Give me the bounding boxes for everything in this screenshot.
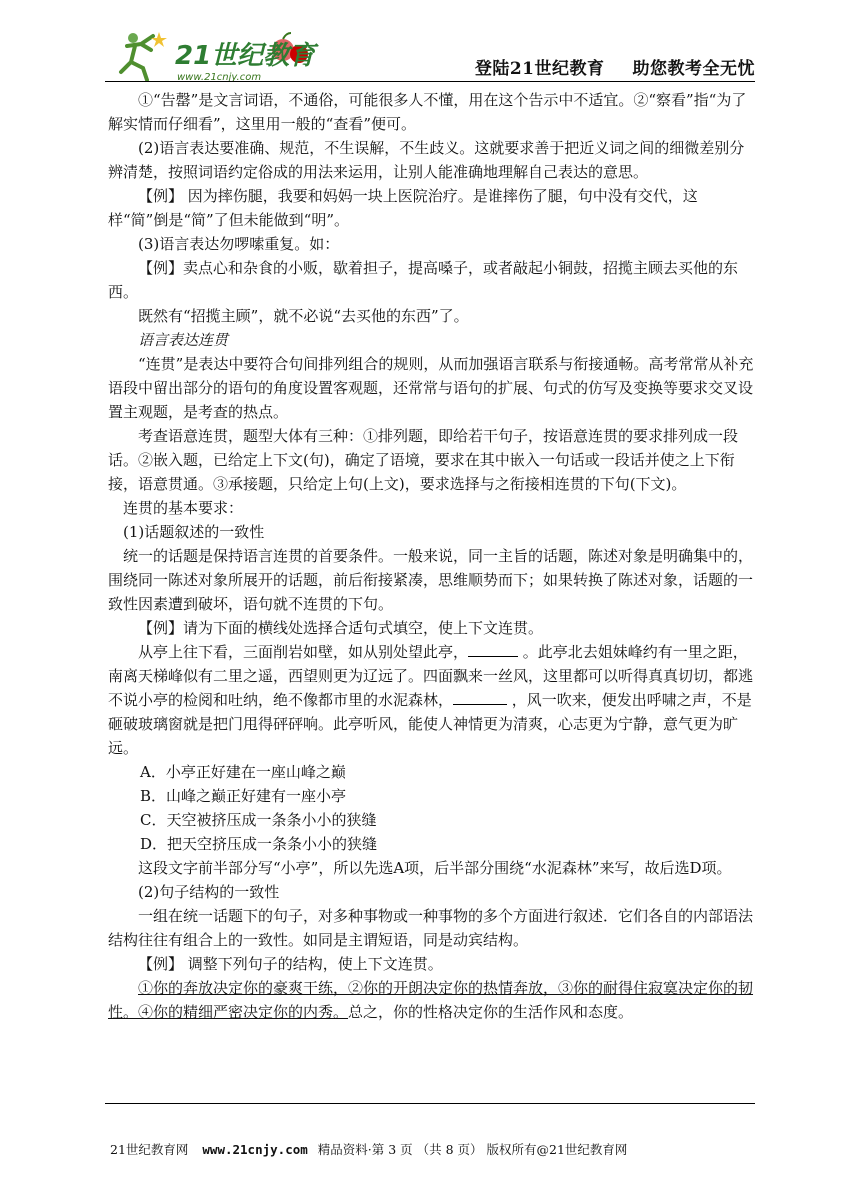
paragraph: 统一的话题是保持语言连贯的首要条件。一般来说，同一主旨的话题，陈述对象是明确集中的，围绕同一陈述对象所展开的话题，前后衔接紧凑，思维顺势而下；如果转换了陈述对象，话题的一致性因素遭到破坏，语句就不连贯的下句。 [108, 547, 754, 613]
slogan-right: 助您教考全无忧 [632, 59, 755, 79]
footer-divider [105, 1103, 755, 1104]
page-footer [110, 1140, 627, 1158]
paragraph: 这段文字前半部分写“小亭”，所以先选A项，后半部分围绕“水泥森林”来写，故后选D项。 [138, 859, 732, 877]
fill-blank [468, 642, 518, 657]
header-slogan [447, 54, 755, 79]
example-paragraph: 【例】请为下面的横线处选择合适句式填空，使上下文连贯。 [138, 619, 544, 637]
paragraph: 考查语意连贯，题型大体有三种：①排列题，即给若干句子，按语意连贯的要求排列成一段话。②嵌入题，已给定上下文(句)，确定了语境，要求在其中嵌入一句话或一段话并使之上下衔接，语意贯通。③承接题，只给定上句(上文)，要求选择与之衔接相连贯的下句(下文)。 [108, 427, 739, 493]
option-b: B．山峰之巅正好建有一座小亭 [140, 787, 347, 805]
paragraph: 一组在统一话题下的句子，对多种事物或一种事物的多个方面进行叙述．它们各自的内部语法结构往往有组合上的一致性。如同是主谓短语，同是动宾结构。 [108, 907, 754, 949]
passage-text: 总之，你的性格决定你的生活作风和态度。 [348, 1003, 634, 1021]
example-paragraph: 【例】 调整下列句子的结构，使上下文连贯。 [138, 955, 443, 973]
option-d: D．把天空挤压成一条条小小的狭缝 [140, 835, 378, 853]
footer-site-link[interactable]: www.21cnjy.com [202, 1142, 308, 1157]
paragraph: ①“告罄”是文言词语，不通俗，可能很多人不懂，用在这个告示中不适宜。②“察看”指“为了解实情而仔细看”，这里用一般的“查看”便可。 [108, 91, 747, 133]
example-paragraph: 【例】 因为摔伤腿，我要和妈妈一块上医院治疗。是谁摔伤了腿，句中没有交代，这样“简”倒是“简”了但未能做到“明”。 [108, 187, 698, 229]
option-a: A．小亭正好建在一座山峰之巅 [140, 763, 346, 781]
header-divider [105, 81, 755, 82]
exercise-passage [108, 640, 756, 760]
subheading: (2)句子结构的一致性 [138, 883, 280, 901]
subheading: (1)话题叙述的一致性 [123, 523, 265, 541]
paragraph: “连贯”是表达中要符合句间排列组合的规则，从而加强语言联系与衔接通畅。高考常常从补充语段中留出部分的语句的角度设置客观题，还常常与语句的扩展、句式的仿写及变换等要求交叉设置主观题，是考查的热点。 [108, 355, 754, 421]
paragraph: (2)语言表达要准确、规范，不生误解，不生歧义。这就要求善于把近义词之间的细微差别分辨清楚，按照词语约定俗成的用法来运用，让别人能准确地理解自己表达的意思。 [108, 139, 745, 181]
passage-text: 。此亭北去姐妹峰约有一里之距，南离天梯峰似有二里之遥，西望则更为辽远了。四面飘来一丝风，这里都可以听得真真切切，都逃不说小亭的检阅和吐纳，绝不像都市里的水泥森林， [108, 643, 754, 709]
page-header [105, 22, 755, 98]
logo-url: www.21cnjy.com [177, 72, 262, 83]
exercise-sentences [108, 976, 756, 1024]
paragraph: 连贯的基本要求： [123, 499, 244, 517]
fill-blank [453, 690, 507, 705]
section-heading: 语言表达连贯 [138, 331, 229, 349]
document-body [108, 88, 756, 1024]
logo-21cnjy [113, 28, 328, 88]
paragraph: (3)语言表达勿啰嗦重复。如： [138, 235, 340, 253]
logo-text: 21世纪教育 [175, 41, 316, 71]
footer-org: 21世纪教育网 [110, 1142, 189, 1157]
option-c: C．天空被挤压成一条条小小的狭缝 [140, 811, 377, 829]
underlined-text: ①你的奔放决定你的豪爽干练，②你的开朗决定你的热情奔放，③你的耐得住寂寞决定你的韧性。④你的精细严密决定你的内秀。 [108, 979, 754, 1021]
passage-text: ，风一吹来，便发出呼啸之声，不是砸破玻璃窗就是把门甩得砰砰响。此亭听风，能使人神情更为清爽，心志更为宁静，意气更为旷远。 [108, 691, 752, 757]
paragraph: 既然有“招揽主顾”，就不必说“去买他的东西”了。 [138, 307, 469, 325]
slogan-left: 登陆21世纪教育 [474, 59, 605, 79]
passage-text: 从亭上往下看，三面削岩如壁，如从别处望此亭， [138, 643, 469, 661]
example-paragraph: 【例】卖点心和杂食的小贩，歇着担子，提高嗓子，或者敲起小铜鼓，招揽主顾去买他的东西。 [108, 259, 739, 301]
footer-info: 精品资料·第 3 页 （共 8 页） 版权所有@21世纪教育网 [317, 1142, 628, 1157]
